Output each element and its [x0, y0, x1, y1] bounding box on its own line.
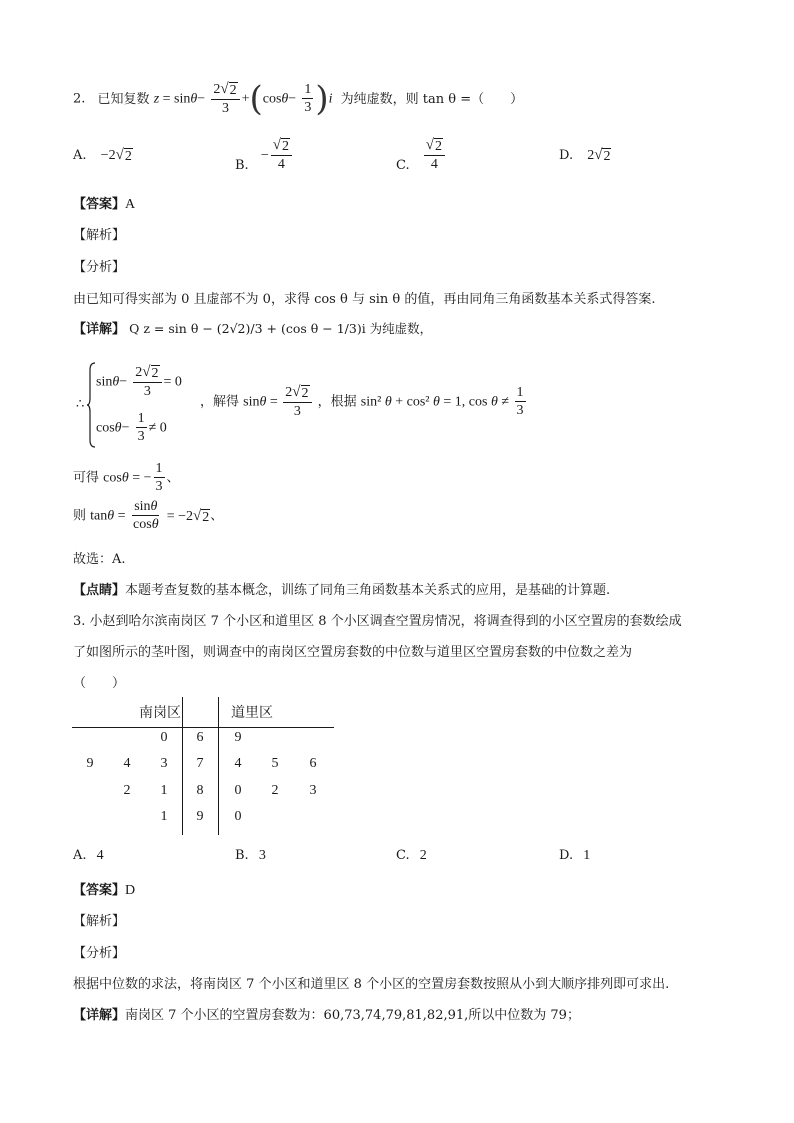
q2-stem: 2. 已知复数 z = sinθ− 2 √ 2 3 +(cosθ− $\frac{1}{3}$ )i 为纯虚数，则 tan θ =（ ） — [73, 79, 524, 120]
leaf-right: 4 — [234, 756, 242, 771]
stem-value: 8 — [196, 783, 204, 798]
stem-value: 9 — [196, 809, 204, 824]
left-header: 南岗区 — [139, 706, 181, 721]
cos-result: 可得 cosθ = − $\frac{1}{3}$ 、 — [73, 461, 180, 494]
header-divider — [72, 727, 334, 728]
q2-option-c[interactable]: C. √ 2 4 — [396, 138, 447, 172]
q3-fenxi-text: 根据中位数的求法，将南岗区 7 个小区和道里区 8 个小区的空置房套数按照从小到大顺序排列即可求出. — [73, 977, 670, 992]
q3-option-b[interactable]: B. 3 — [235, 848, 266, 863]
stem-divider-right — [218, 697, 219, 835]
q2-answer: 【答案】A — [73, 197, 136, 212]
leaf-right: 0 — [234, 809, 242, 824]
q2-fenxi-text: 由已知可得实部为 0 且虚部不为 0，求得 cos θ 与 sin θ 的值，再由同角三角函数基本关系式得答案. — [73, 292, 656, 307]
q3-option-c[interactable]: C. 2 — [396, 848, 427, 863]
leaf-left: 0 — [160, 730, 168, 745]
q3-fenxi-tag: 【分析】 — [73, 946, 126, 961]
q2-intro: 已知复数 — [97, 91, 150, 107]
therefore-symbol: ∴ — [76, 397, 85, 412]
q2-option-d[interactable]: D. 2 √ 2 — [559, 147, 611, 164]
leaf-right: 0 — [234, 783, 242, 798]
leaf-right: 6 — [309, 756, 317, 771]
q2-frac-1-3: $\frac{1}{3}$ — [304, 82, 312, 116]
q2-detail: 【详解】 Q z = sin θ − (2√2)/3 + (cos θ − 1/3)i 为纯虚数， — [73, 321, 433, 337]
q2-detail-text: Q z = sin θ − (2√2)/3 + (cos θ − 1/3)i 为纯虚数， — [129, 321, 433, 336]
leaf-right: 3 — [309, 783, 317, 798]
q3-option-d[interactable]: D. 1 — [559, 848, 591, 863]
q2-comment: 【点睛】本题考查复数的基本概念，训练了同角三角函数基本关系式的应用，是基础的计算题. — [73, 583, 611, 598]
stem-leaf-plot — [72, 697, 334, 835]
q2-frac-2sqrt2-3: 2 √ 2 3 — [211, 82, 239, 116]
stem-value: 6 — [196, 730, 204, 745]
q3-option-a[interactable]: A. 4 — [73, 848, 104, 863]
stem-value: 7 — [196, 756, 204, 771]
leaf-left: 2 — [123, 783, 131, 798]
q3-analysis-tag: 【解析】 — [73, 914, 126, 929]
q2-analysis-tag: 【解析】 — [73, 228, 126, 243]
q2-option-a[interactable]: A. −2 √ 2 — [73, 147, 132, 164]
system-eq2: cosθ− $\frac{1}{3}$ ≠ 0 — [96, 411, 167, 444]
q3-answer: 【答案】D — [73, 883, 136, 898]
q2-options — [73, 138, 753, 182]
system-result: ，解得 sinθ = 2 √ 2 3 ，根据 sin² θ + cos² θ = 1, cos θ ≠ $\frac{1}{3}$ — [200, 384, 524, 420]
tan-result: 则 tanθ = $\frac{\sin\theta}{\cos\theta}$ = −2 √ 2 、 — [73, 499, 224, 532]
q3-line2: 了如图所示的茎叶图，则调查中的南岗区空置房套数的中位数与道里区空置房套数的中位数之差为 — [73, 645, 633, 660]
q2-fenxi-tag: 【分析】 — [73, 260, 126, 275]
leaf-left: 3 — [160, 756, 168, 771]
q2-z-label: z — [153, 91, 160, 107]
leaf-right: 2 — [271, 783, 279, 798]
leaf-right: 5 — [271, 756, 279, 771]
q3-line1: 3. 小赵到哈尔滨南岗区 7 个小区和道里区 8 个小区调查空置房情况，将调查得到的小区空置房的套数绘成 — [73, 614, 682, 629]
right-header: 道里区 — [231, 706, 273, 721]
q2-number: 2. — [73, 91, 86, 107]
leaf-left: 1 — [160, 783, 168, 798]
leaf-left: 9 — [86, 756, 94, 771]
q2-choose: 故选：A. — [73, 552, 126, 567]
q2-tail: 为纯虚数，则 tan θ =（ ） — [340, 91, 524, 107]
leaf-right: 9 — [234, 730, 242, 745]
q3-line3: （ ） — [73, 676, 126, 691]
leaf-left: 1 — [160, 809, 168, 824]
leaf-left: 4 — [123, 756, 131, 771]
system-eq1: sinθ− 2 √ 2 3 = 0 — [96, 364, 182, 400]
q3-detail: 【详解】南岗区 7 个小区的空置房套数为：60,73,74,79,81,82,91,所以中位数为 79； — [73, 1008, 580, 1023]
stem-divider-left — [182, 697, 183, 835]
system-brace — [86, 362, 96, 448]
q3-options — [73, 848, 753, 868]
q2-option-b[interactable]: B. − √ 2 4 — [235, 138, 294, 172]
